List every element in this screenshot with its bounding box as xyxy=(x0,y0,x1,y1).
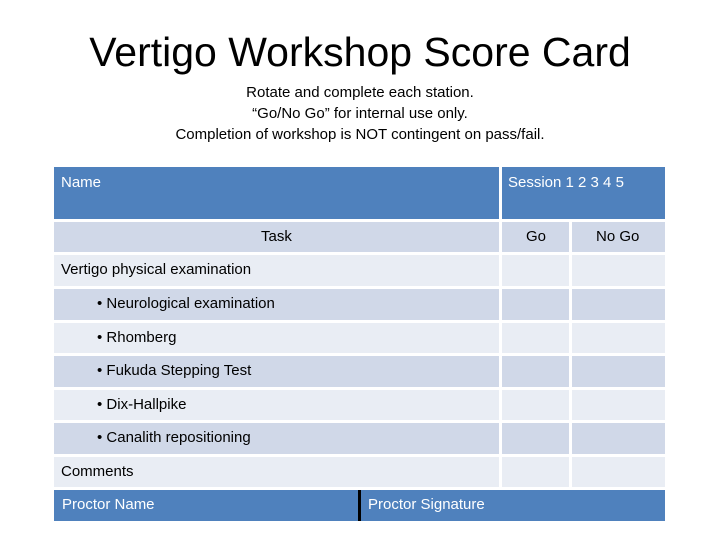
task-row xyxy=(54,356,499,387)
proctor-name-label: Proctor Name xyxy=(62,496,155,513)
go-cell[interactable] xyxy=(502,356,569,387)
page-title: Vertigo Workshop Score Card xyxy=(89,29,631,75)
proctor-signature-label: Proctor Signature xyxy=(368,496,485,513)
section-row xyxy=(54,255,499,286)
nogo-cell[interactable] xyxy=(572,356,665,387)
go-cell[interactable] xyxy=(502,390,569,420)
nogo-cell[interactable] xyxy=(572,423,665,454)
task-item-label: • Neurological examination xyxy=(97,295,275,312)
task-item-label: • Fukuda Stepping Test xyxy=(97,362,252,379)
proctor-signature-field[interactable] xyxy=(361,490,665,521)
task-header: Task xyxy=(261,228,292,245)
go-cell[interactable] xyxy=(502,255,569,286)
section-label: Vertigo physical examination xyxy=(61,261,252,278)
instruction-line-3: Completion of workshop is NOT contingent on pass/fail. xyxy=(175,126,545,143)
score-card-table xyxy=(54,167,665,521)
instruction-line-2: “Go/No Go” for internal use only. xyxy=(252,105,468,122)
session-label: Session 1 2 3 4 5 xyxy=(508,174,624,191)
go-header: Go xyxy=(526,228,547,245)
nogo-header: No Go xyxy=(596,228,640,245)
task-item-label: • Dix-Hallpike xyxy=(97,396,187,413)
name-field[interactable] xyxy=(54,167,499,219)
nogo-cell[interactable] xyxy=(572,323,665,353)
nogo-cell[interactable] xyxy=(572,390,665,420)
instruction-line-1: Rotate and complete each station. xyxy=(246,84,474,101)
task-item-label: • Canalith repositioning xyxy=(97,429,251,446)
go-header-cell xyxy=(502,222,569,252)
session-field[interactable] xyxy=(502,167,665,219)
comments-go-cell[interactable] xyxy=(502,457,569,487)
comments-field[interactable] xyxy=(54,457,499,487)
comments-nogo-cell[interactable] xyxy=(572,457,665,487)
comments-label: Comments xyxy=(61,463,134,480)
task-item-label: • Rhomberg xyxy=(97,329,177,346)
nogo-header-cell xyxy=(572,222,665,252)
go-cell[interactable] xyxy=(502,289,569,320)
instructions xyxy=(0,82,720,145)
task-header-cell xyxy=(54,222,499,252)
task-row xyxy=(54,289,499,320)
go-cell[interactable] xyxy=(502,323,569,353)
nogo-cell[interactable] xyxy=(572,255,665,286)
task-row xyxy=(54,323,499,353)
task-row xyxy=(54,390,499,420)
name-label: Name xyxy=(61,174,102,191)
go-cell[interactable] xyxy=(502,423,569,454)
task-row xyxy=(54,423,499,454)
proctor-name-field[interactable] xyxy=(54,490,358,521)
nogo-cell[interactable] xyxy=(572,289,665,320)
